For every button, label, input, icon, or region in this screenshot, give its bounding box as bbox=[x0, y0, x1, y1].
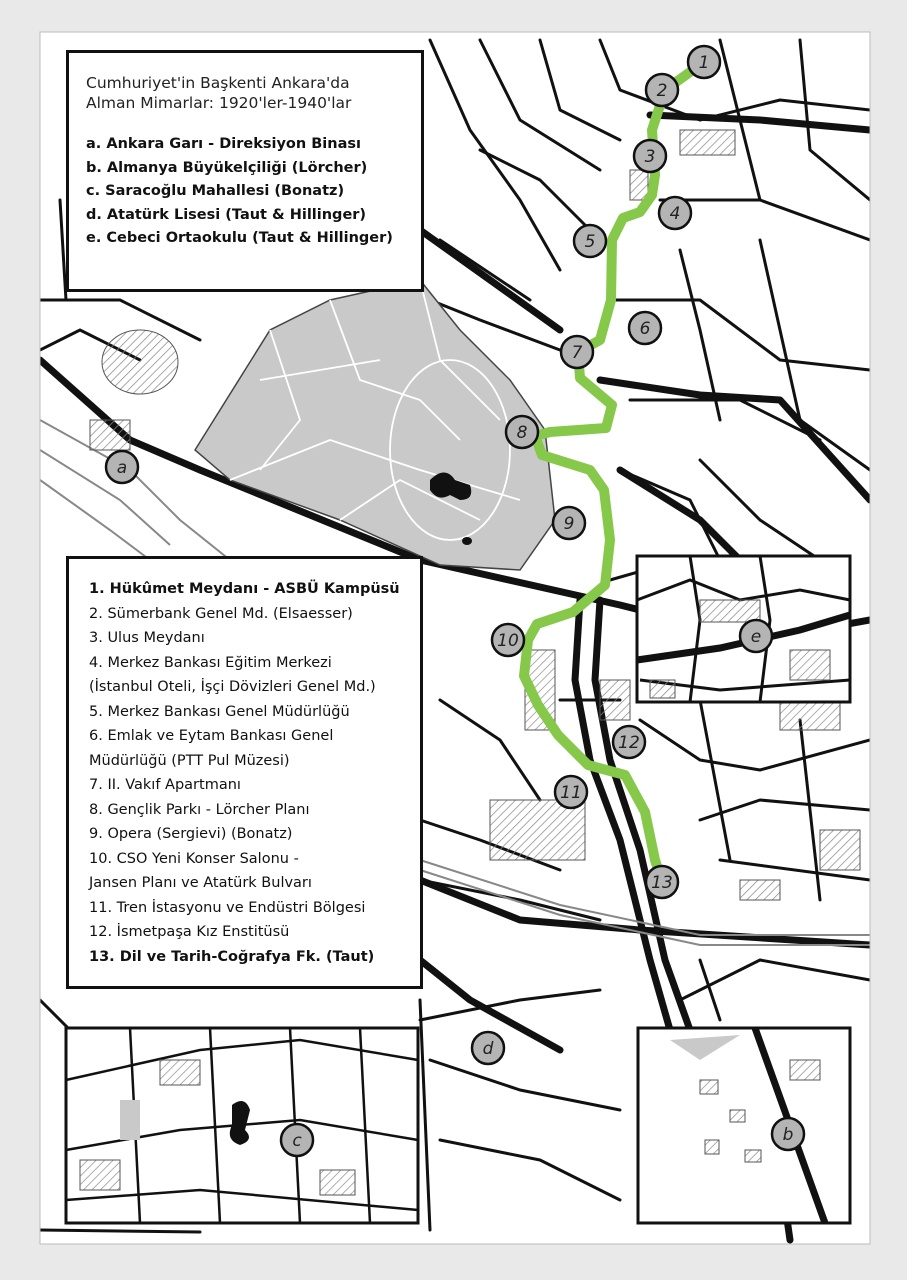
stop-marker-6-label: 6 bbox=[639, 319, 651, 339]
stop-marker-7-label: 7 bbox=[571, 343, 583, 363]
site-marker-e bbox=[740, 620, 772, 652]
stop-marker-4-label: 4 bbox=[669, 204, 681, 224]
title-line-1: Cumhuriyet'in Başkenti Ankara'da bbox=[86, 74, 350, 92]
stop-line: 3. Ulus Meydanı bbox=[89, 630, 205, 646]
site-marker-b bbox=[772, 1118, 804, 1150]
site-marker-c bbox=[281, 1124, 313, 1156]
stop-marker-2 bbox=[646, 74, 678, 106]
stop-line: 9. Opera (Sergievi) (Bonatz) bbox=[89, 826, 293, 842]
inset-b bbox=[638, 1028, 850, 1223]
stop-marker-2-label: 2 bbox=[656, 81, 668, 101]
stop-line: Jansen Planı ve Atatürk Bulvarı bbox=[89, 875, 312, 891]
stop-line: 12. İsmetpaşa Kız Enstitüsü bbox=[89, 924, 290, 940]
site-marker-a bbox=[106, 451, 138, 483]
stop-marker-7 bbox=[561, 336, 593, 368]
stop-marker-3-label: 3 bbox=[644, 147, 656, 167]
stop-line: 8. Gençlik Parkı - Lörcher Planı bbox=[89, 801, 310, 818]
stop-line: 1. Hükûmet Meydanı - ASBÜ Kampüsü bbox=[89, 581, 400, 597]
stop-marker-8-label: 8 bbox=[516, 423, 528, 443]
stop-marker-11 bbox=[555, 776, 587, 808]
stop-line: 11. Tren İstasyonu ve Endüstri Bölgesi bbox=[89, 899, 366, 916]
stop-line: (İstanbul Oteli, İşçi Dövizleri Genel Md.) bbox=[89, 679, 376, 695]
stop-line: 6. Emlak ve Eytam Bankası Genel bbox=[89, 728, 334, 744]
stop-line: 10. CSO Yeni Konser Salonu - bbox=[89, 850, 299, 867]
site-item-c: c. Saracoğlu Mahallesi (Bonatz) bbox=[86, 183, 345, 199]
stop-marker-1-label: 1 bbox=[698, 53, 710, 73]
stop-marker-8 bbox=[506, 416, 538, 448]
site-item-b: b. Almanya Büyükelçiliği (Lörcher) bbox=[86, 159, 368, 176]
stop-marker-5-label: 5 bbox=[584, 232, 596, 252]
site-item-e: e. Cebeci Ortaokulu (Taut & Hillinger) bbox=[86, 230, 393, 246]
stop-marker-1 bbox=[688, 46, 720, 78]
stop-marker-10-label: 10 bbox=[497, 631, 519, 651]
inset-c bbox=[66, 1028, 418, 1223]
stop-marker-9-label: 9 bbox=[563, 514, 575, 534]
stop-line: 5. Merkez Bankası Genel Müdürlüğü bbox=[89, 703, 350, 720]
stop-line: 4. Merkez Bankası Eğitim Merkezi bbox=[89, 654, 332, 671]
stop-marker-12-label: 12 bbox=[618, 733, 640, 753]
stop-marker-10 bbox=[492, 624, 524, 656]
stop-marker-4 bbox=[659, 197, 691, 229]
site-marker-c-label: c bbox=[292, 1131, 302, 1151]
stop-marker-3 bbox=[634, 140, 666, 172]
site-marker-b-label: b bbox=[782, 1125, 794, 1145]
stop-marker-6 bbox=[629, 312, 661, 344]
stop-marker-13-label: 13 bbox=[651, 873, 673, 893]
stop-marker-5 bbox=[574, 225, 606, 257]
stop-line: 13. Dil ve Tarih-Coğrafya Fk. (Taut) bbox=[89, 948, 375, 965]
site-marker-d-label: d bbox=[482, 1039, 494, 1059]
site-marker-d bbox=[472, 1032, 504, 1064]
stop-line: 7. II. Vakıf Apartmanı bbox=[89, 777, 241, 793]
park-fountain bbox=[462, 537, 472, 545]
site-marker-e-label: e bbox=[750, 627, 762, 647]
site-marker-a-label: a bbox=[116, 458, 128, 478]
site-item-a: a. Ankara Garı - Direksiyon Binası bbox=[86, 136, 361, 152]
stops-legend bbox=[66, 556, 423, 989]
stop-marker-13 bbox=[646, 866, 678, 898]
stop-marker-11-label: 11 bbox=[560, 783, 582, 803]
site-item-d: d. Atatürk Lisesi (Taut & Hillinger) bbox=[86, 206, 367, 223]
title-line-2: Alman Mimarlar: 1920'ler-1940'lar bbox=[86, 94, 352, 112]
stop-line: Müdürlüğü (PTT Pul Müzesi) bbox=[89, 752, 290, 769]
stop-marker-9 bbox=[553, 507, 585, 539]
title-legend bbox=[66, 50, 424, 292]
stop-marker-12 bbox=[613, 726, 645, 758]
stop-line: 2. Sümerbank Genel Md. (Elsaesser) bbox=[89, 605, 353, 622]
